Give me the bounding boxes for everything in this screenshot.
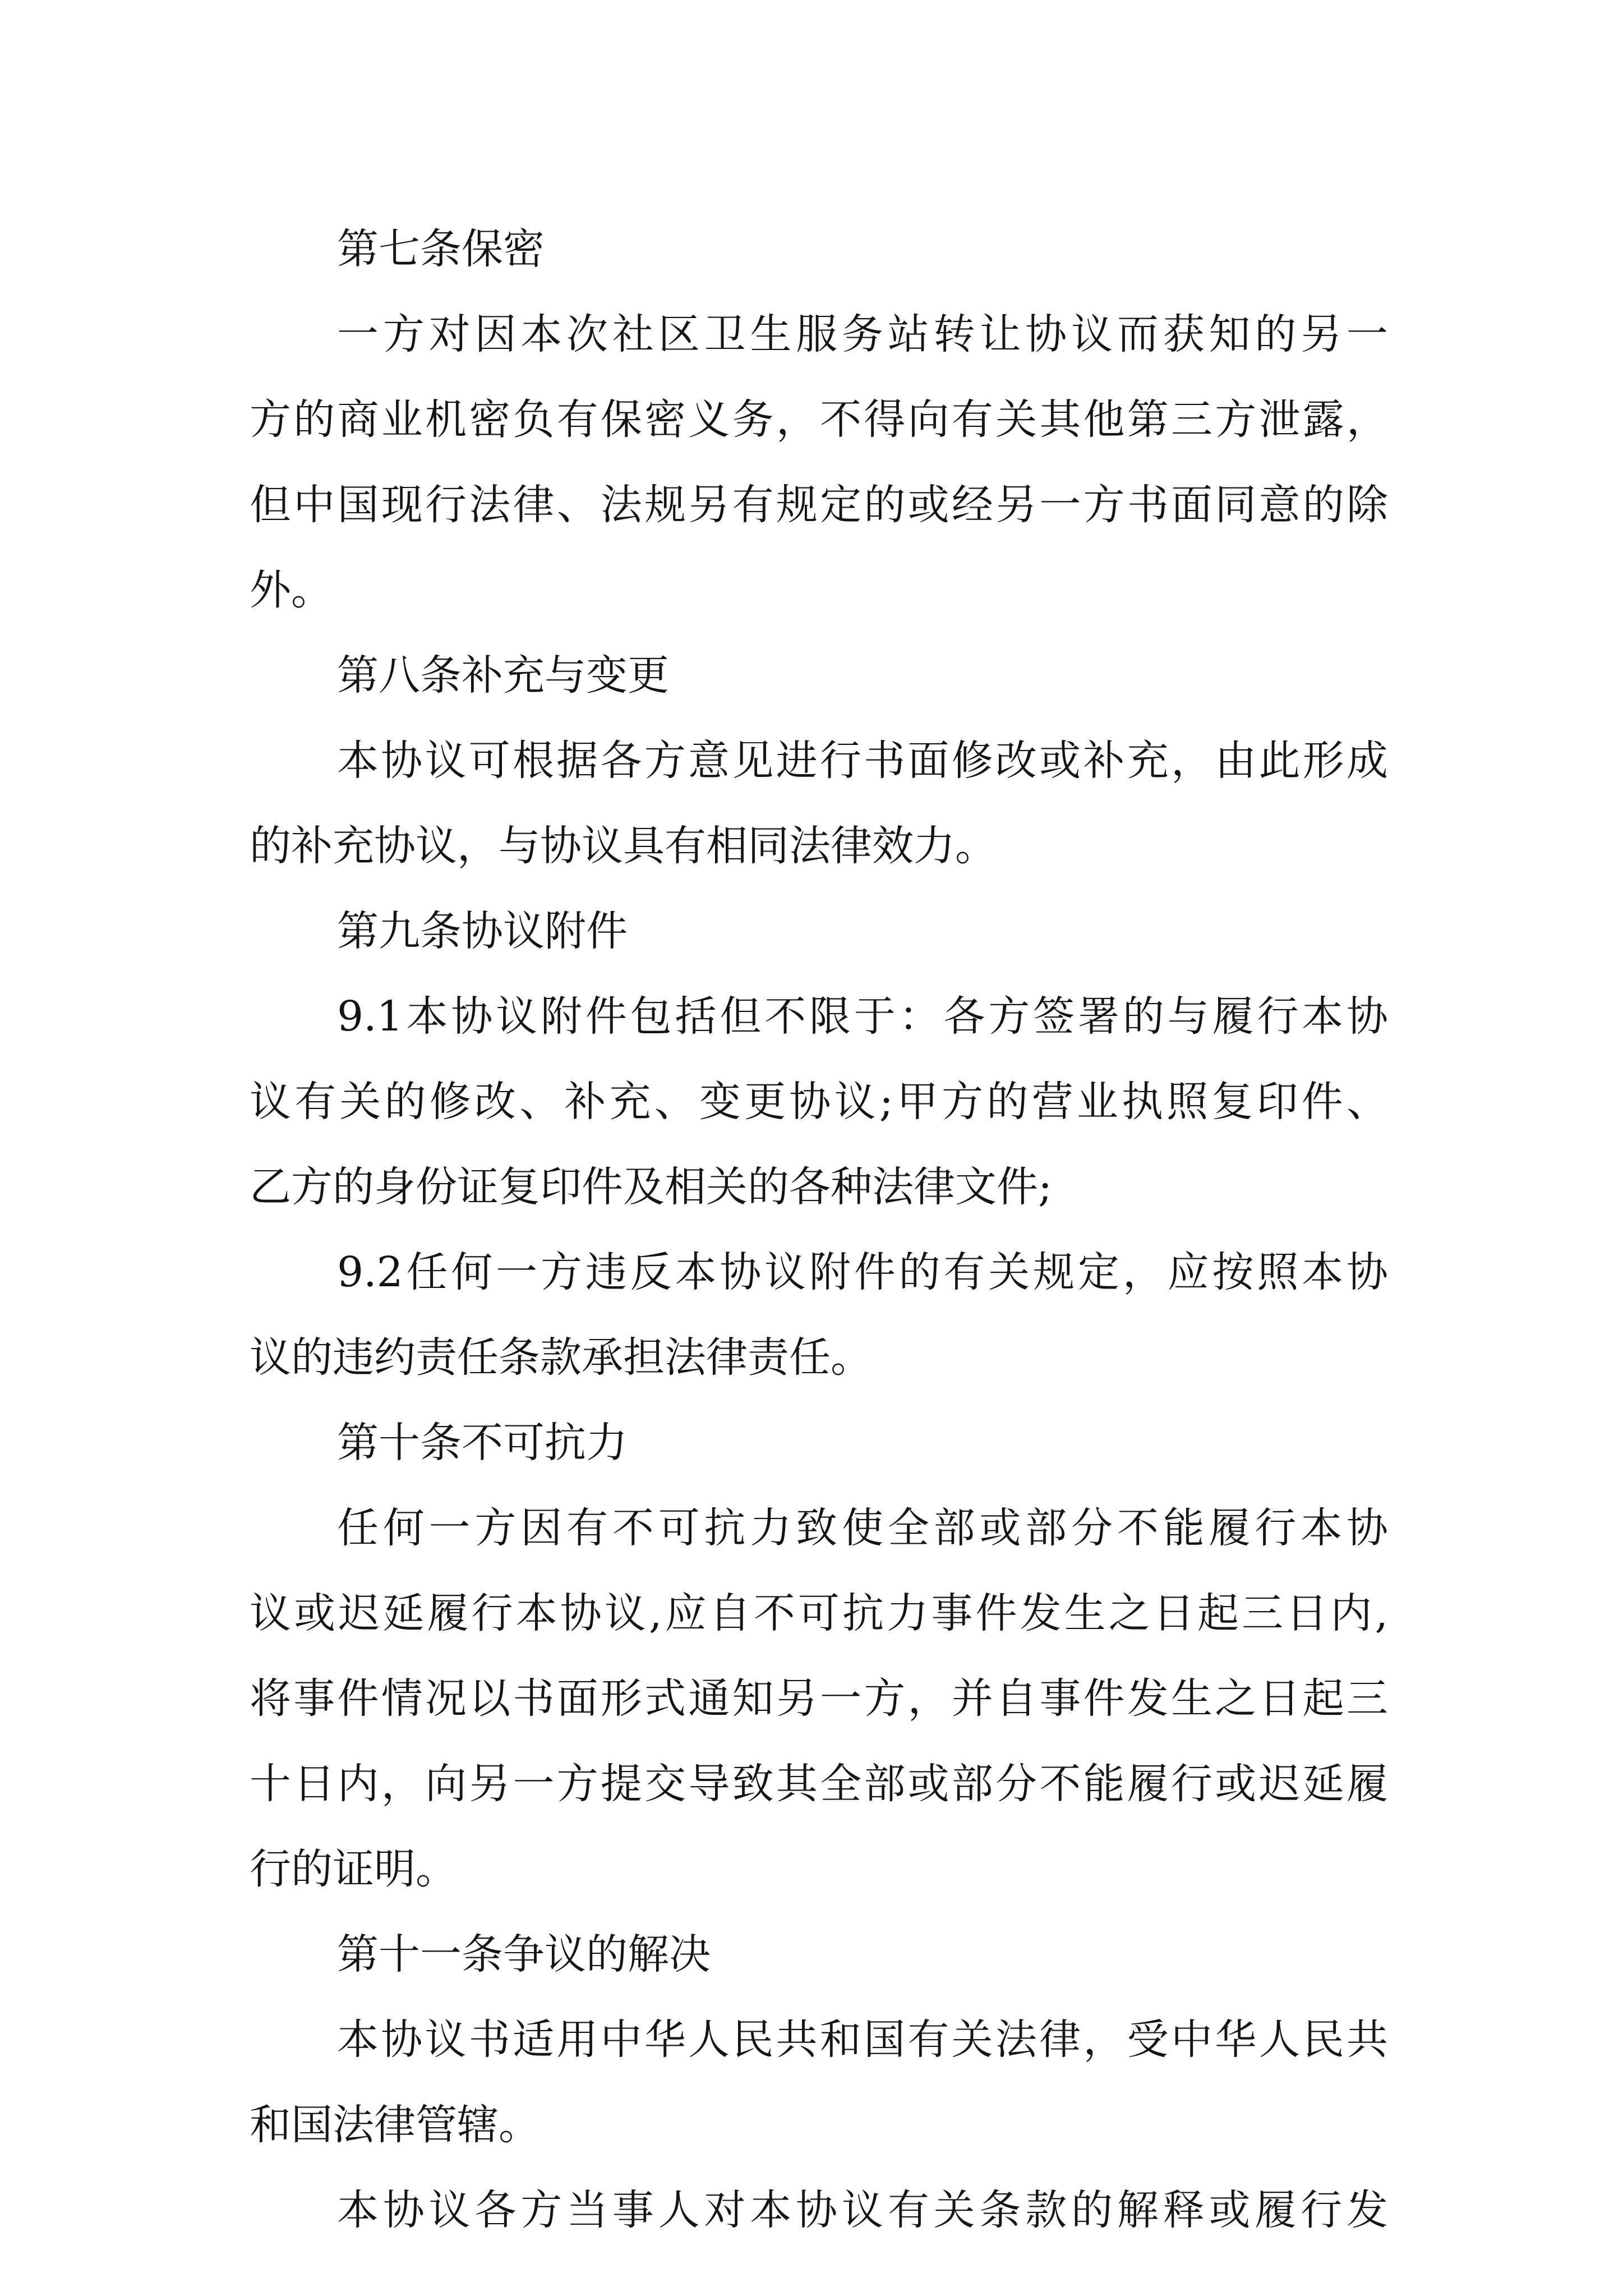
paragraph-line: 议有关的修改、补充、变更协议;甲方的营业执照复印件、 <box>250 1078 1388 1126</box>
paragraph-line: 和国法律管辖。 <box>250 2101 540 2149</box>
paragraph-line: 行的证明。 <box>250 1845 457 1893</box>
paragraph-line: 议的违约责任条款承担法律责任。 <box>250 1333 872 1382</box>
paragraph-line: 方的商业机密负有保密义务，不得向有关其他第三方泄露， <box>250 395 1388 444</box>
paragraph-line: 的补充协议，与协议具有相同法律效力。 <box>250 822 997 870</box>
paragraph-line: 9.1本协议附件包括但不限于：各方签署的与履行本协 <box>337 992 1388 1041</box>
paragraph-line: 外。 <box>250 566 333 614</box>
paragraph-line: 任何一方因有不可抗力致使全部或部分不能履行本协 <box>337 1504 1388 1552</box>
heading-article-7: 第七条保密 <box>337 225 545 273</box>
paragraph-line: 本协议书适用中华人民共和国有关法律，受中华人民共 <box>337 2016 1388 2064</box>
paragraph-line: 本协议可根据各方意见进行书面修改或补充，由此形成 <box>337 737 1388 785</box>
paragraph-line: 但中国现行法律、法规另有规定的或经另一方书面同意的除 <box>250 481 1388 529</box>
heading-article-9: 第九条协议附件 <box>337 907 628 955</box>
heading-article-8: 第八条补充与变更 <box>337 651 669 700</box>
paragraph-line: 乙方的身份证复印件及相关的各种法律文件; <box>250 1163 1052 1211</box>
paragraph-line: 议或迟延履行本协议,应自不可抗力事件发生之日起三日内, <box>250 1589 1388 1637</box>
document-body <box>250 206 1388 2253</box>
paragraph-line: 一方对因本次社区卫生服务站转让协议而获知的另一 <box>337 310 1388 358</box>
paragraph-line: 9.2任何一方违反本协议附件的有关规定，应按照本协 <box>337 1248 1388 1296</box>
heading-article-11: 第十一条争议的解决 <box>337 1930 711 1978</box>
heading-article-10: 第十条不可抗力 <box>337 1419 628 1467</box>
paragraph-line: 将事件情况以书面形式通知另一方，并自事件发生之日起三 <box>250 1674 1388 1723</box>
paragraph-line: 十日内，向另一方提交导致其全部或部分不能履行或迟延履 <box>250 1760 1388 1808</box>
paragraph-line: 本协议各方当事人对本协议有关条款的解释或履行发 <box>337 2186 1388 2234</box>
